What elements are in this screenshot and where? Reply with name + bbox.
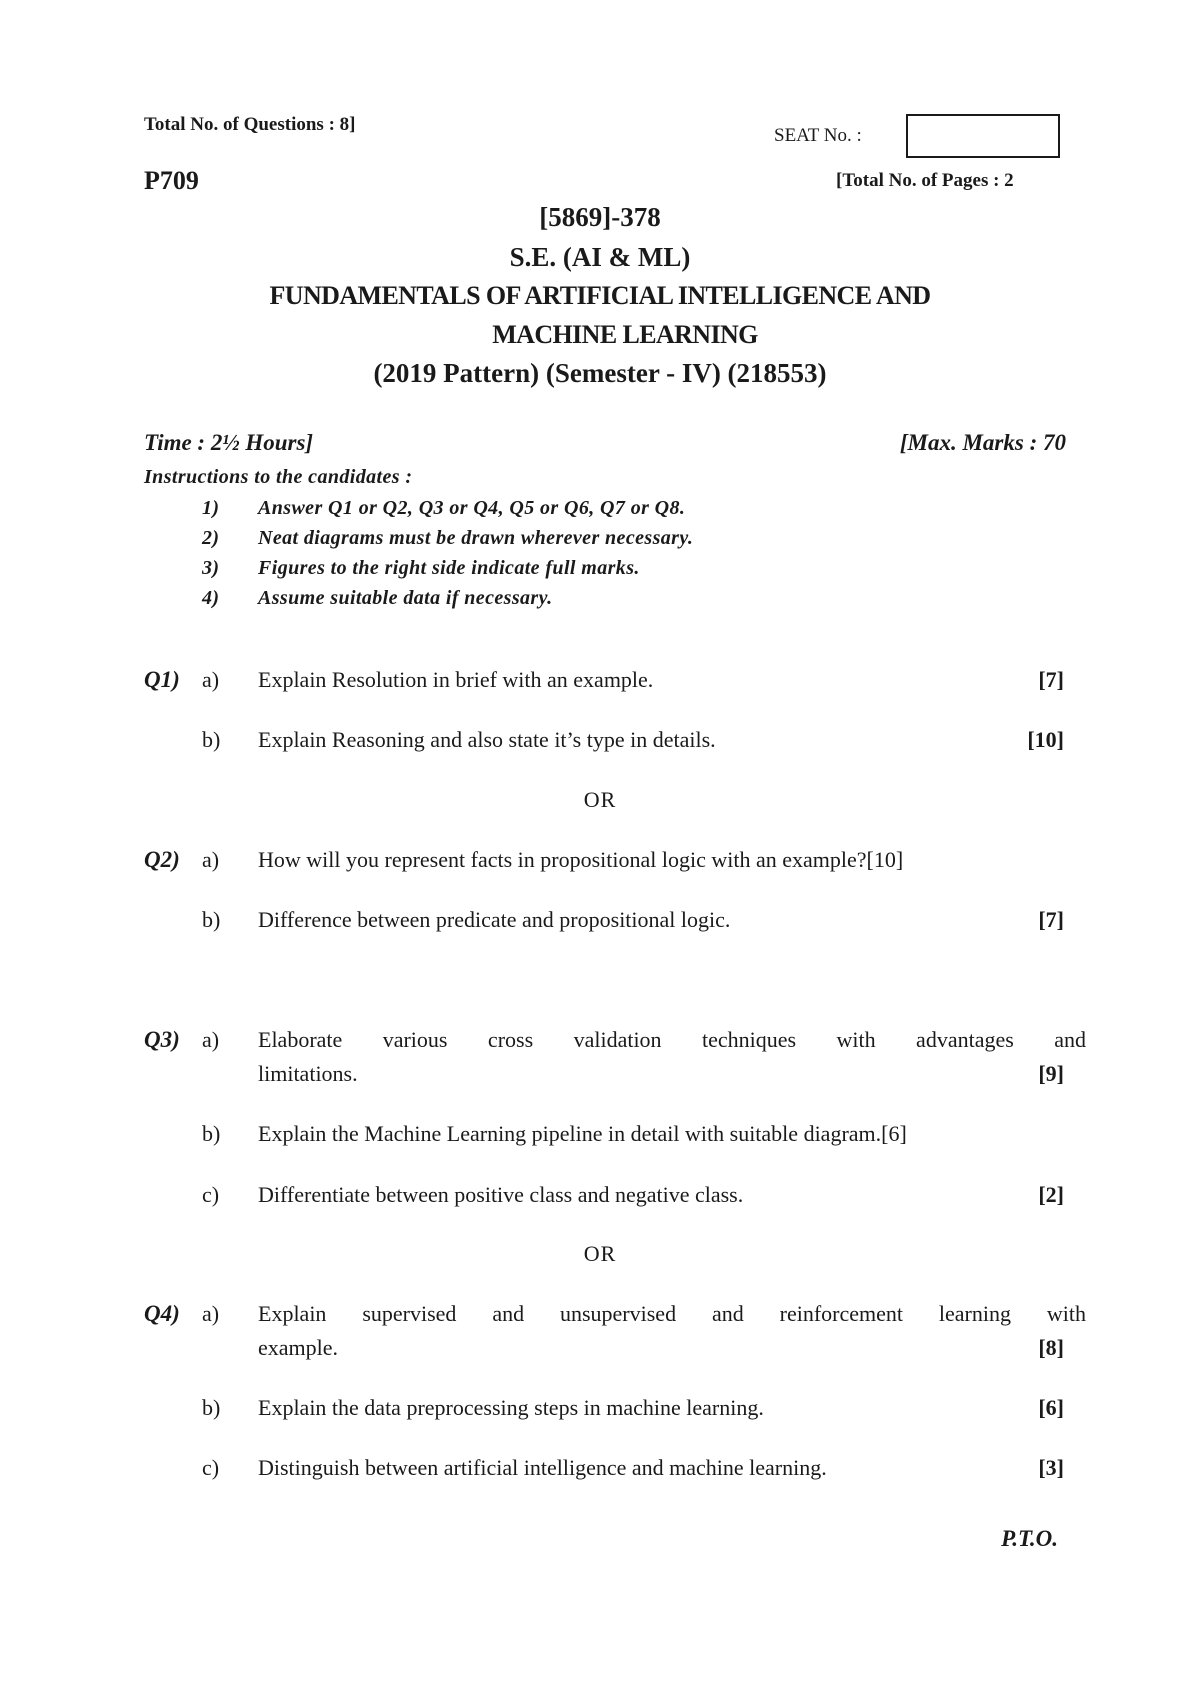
seat-label: SEAT No. : bbox=[774, 125, 862, 146]
pattern-line: (2019 Pattern) (Semester - IV) (218553) bbox=[373, 358, 827, 388]
subquestion-label: b) bbox=[202, 907, 221, 932]
question-number-q3: Q3) bbox=[144, 1027, 180, 1052]
or-separator: OR bbox=[583, 1241, 617, 1266]
subquestion-label: a) bbox=[202, 1027, 220, 1052]
marks: [8] bbox=[1038, 1335, 1064, 1360]
course-title: S.E. (AI & ML) bbox=[509, 242, 691, 272]
total-pages: [Total No. of Pages : 2 bbox=[836, 170, 1014, 191]
instructions-heading: Instructions to the candidates : bbox=[144, 466, 413, 488]
question-text: Differentiate between positive class and negative class. bbox=[258, 1182, 744, 1207]
question-text-line-1: Elaborate various cross validation techniques with advantages and bbox=[258, 1027, 1086, 1052]
question-text: Explain Reasoning and also state it’s type in details. bbox=[258, 727, 716, 752]
question-text: Explain Resolution in brief with an example. bbox=[258, 667, 654, 692]
subquestion-label: c) bbox=[202, 1455, 220, 1480]
question-text: Difference between predicate and propositional logic. bbox=[258, 907, 731, 932]
subject-line-1: FUNDAMENTALS OF ARTIFICIAL INTELLIGENCE AND bbox=[269, 281, 931, 310]
max-marks: [Max. Marks : 70 bbox=[899, 430, 1066, 455]
exam-code: [5869]-378 bbox=[539, 202, 661, 232]
instruction-number: 2) bbox=[202, 527, 220, 549]
question-text-line-2: limitations. bbox=[258, 1061, 358, 1086]
paper-code: P709 bbox=[144, 166, 199, 195]
subquestion-label: a) bbox=[202, 667, 220, 692]
question-text: Distinguish between artificial intelligence and machine learning. bbox=[258, 1455, 827, 1480]
question-number-q1: Q1) bbox=[144, 667, 180, 692]
subquestion-label: b) bbox=[202, 727, 221, 752]
please-turn-over: P.T.O. bbox=[1001, 1526, 1058, 1551]
marks: [3] bbox=[1038, 1455, 1064, 1480]
question-number-q4: Q4) bbox=[144, 1301, 180, 1326]
time-allowed: Time : 2½ Hours] bbox=[144, 430, 314, 455]
subject-line-2: MACHINE LEARNING bbox=[492, 320, 758, 349]
instruction-text: Assume suitable data if necessary. bbox=[258, 587, 553, 609]
question-text-line-2: example. bbox=[258, 1335, 339, 1360]
seat-number-box bbox=[906, 114, 1060, 158]
marks: [9] bbox=[1038, 1061, 1064, 1086]
instruction-number: 1) bbox=[202, 497, 220, 519]
subquestion-label: c) bbox=[202, 1182, 220, 1207]
question-text: Explain the data preprocessing steps in machine learning. bbox=[258, 1395, 764, 1420]
instruction-text: Neat diagrams must be drawn wherever necessary. bbox=[258, 527, 694, 549]
question-text-line-1: Explain supervised and unsupervised and reinforcement learning with bbox=[258, 1301, 1086, 1326]
subquestion-label: b) bbox=[202, 1395, 221, 1420]
question-text: Explain the Machine Learning pipeline in detail with suitable diagram.[6] bbox=[258, 1121, 907, 1146]
subquestion-label: a) bbox=[202, 1301, 220, 1326]
or-separator: OR bbox=[583, 787, 617, 812]
instruction-text: Figures to the right side indicate full marks. bbox=[258, 557, 640, 579]
marks: [7] bbox=[1038, 907, 1064, 932]
question-text: How will you represent facts in propositional logic with an example?[10] bbox=[258, 847, 904, 872]
subquestion-label: a) bbox=[202, 847, 220, 872]
marks: [6] bbox=[1038, 1395, 1064, 1420]
instruction-number: 4) bbox=[202, 587, 220, 609]
instruction-number: 3) bbox=[202, 557, 220, 579]
marks: [10] bbox=[1027, 727, 1064, 752]
subquestion-label: b) bbox=[202, 1121, 221, 1146]
question-number-q2: Q2) bbox=[144, 847, 180, 872]
instruction-text: Answer Q1 or Q2, Q3 or Q4, Q5 or Q6, Q7 or Q8. bbox=[258, 497, 686, 519]
total-questions: Total No. of Questions : 8] bbox=[144, 114, 356, 135]
marks: [7] bbox=[1038, 667, 1064, 692]
marks: [2] bbox=[1038, 1182, 1064, 1207]
